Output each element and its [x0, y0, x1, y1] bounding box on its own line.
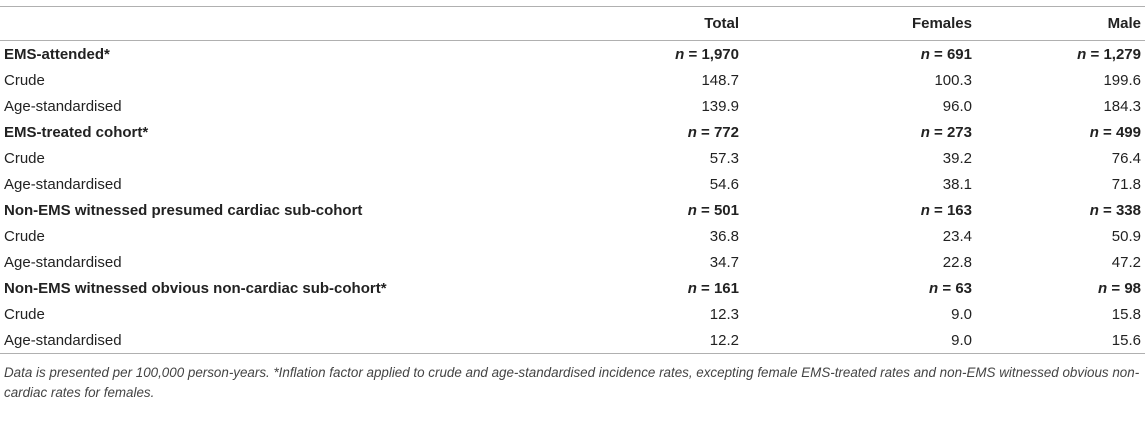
equals-sign: =	[929, 201, 947, 219]
equals-sign: =	[1107, 279, 1125, 297]
cell-total: 54.6	[709, 175, 739, 193]
group-count-total	[510, 41, 743, 68]
n-symbol: n	[1089, 201, 1099, 219]
cell-male: 199.6	[1103, 71, 1141, 89]
count-value: 691	[946, 45, 972, 63]
table-row	[0, 67, 1145, 93]
table-row	[0, 223, 1145, 249]
group-count-females	[743, 197, 976, 223]
count-value: 772	[713, 123, 739, 141]
group-count-male	[976, 41, 1145, 68]
equals-sign: =	[1098, 123, 1116, 141]
cell-male: 50.9	[1111, 227, 1141, 245]
group-count-females	[743, 41, 976, 68]
cell-male: 47.2	[1111, 253, 1141, 271]
cell-male: 71.8	[1111, 175, 1141, 193]
n-symbol: n	[920, 201, 930, 219]
group-count-total	[510, 119, 743, 145]
count-value: 499	[1115, 123, 1141, 141]
equals-sign: =	[938, 279, 956, 297]
cell-total: 34.7	[709, 253, 739, 271]
cell-females: 38.1	[942, 175, 972, 193]
count-value: 161	[713, 279, 739, 297]
equals-sign: =	[684, 45, 702, 63]
equals-sign: =	[696, 201, 714, 219]
cell-females: 9.0	[951, 305, 972, 323]
group-row	[0, 119, 1145, 145]
count-value: 98	[1124, 279, 1141, 297]
group-count-females	[743, 119, 976, 145]
group-row	[0, 275, 1145, 301]
group-count-male	[976, 275, 1145, 301]
table-body	[0, 41, 1145, 354]
cell-label: Age-standardised	[4, 97, 122, 115]
cell-females: 9.0	[743, 327, 976, 354]
equals-sign: =	[1098, 201, 1116, 219]
table-row	[0, 301, 1145, 327]
count-value: 501	[713, 201, 739, 219]
n-symbol: n	[1089, 123, 1099, 141]
group-count-male	[976, 197, 1145, 223]
group-count-total	[510, 197, 743, 223]
equals-sign: =	[696, 279, 714, 297]
cell-label: Age-standardised	[4, 253, 122, 271]
table-row	[0, 327, 1145, 354]
table-header-row	[0, 7, 1145, 41]
count-value: 338	[1115, 201, 1141, 219]
equals-sign: =	[929, 123, 947, 141]
cell-male: 184.3	[1103, 97, 1141, 115]
cell-label: Age-standardised	[4, 175, 122, 193]
equals-sign: =	[929, 45, 947, 63]
cell-label: Age-standardised	[0, 327, 510, 354]
cell-total: 12.2	[510, 327, 743, 354]
group-title: EMS-treated cohort*	[4, 123, 149, 141]
cell-total: 148.7	[701, 71, 739, 89]
count-value: 1,970	[701, 45, 739, 63]
cell-male: 15.8	[1111, 305, 1141, 323]
n-symbol: n	[920, 123, 930, 141]
cell-total: 139.9	[701, 97, 739, 115]
n-symbol: n	[687, 123, 697, 141]
group-count-male	[976, 119, 1145, 145]
cell-label: Crude	[4, 71, 45, 89]
cell-total: 36.8	[709, 227, 739, 245]
count-value: 273	[946, 123, 972, 141]
count-value: 163	[946, 201, 972, 219]
group-title: EMS-attended*	[4, 45, 110, 63]
cell-females: 100.3	[934, 71, 972, 89]
cell-label: Crude	[4, 149, 45, 167]
cell-females: 22.8	[942, 253, 972, 271]
cell-label: Crude	[4, 305, 45, 323]
header-label	[0, 7, 510, 41]
cell-total: 12.3	[709, 305, 739, 323]
group-count-females	[743, 275, 976, 301]
count-value: 63	[955, 279, 972, 297]
header-total: Total	[510, 7, 743, 41]
cell-females: 23.4	[942, 227, 972, 245]
cell-total: 57.3	[709, 149, 739, 167]
n-symbol: n	[675, 45, 685, 63]
n-symbol: n	[1098, 279, 1108, 297]
header-females: Females	[743, 7, 976, 41]
table-row	[0, 249, 1145, 275]
n-symbol: n	[687, 279, 697, 297]
cell-label: Crude	[4, 227, 45, 245]
equals-sign: =	[696, 123, 714, 141]
n-symbol: n	[920, 45, 930, 63]
count-value: 1,279	[1103, 45, 1141, 63]
cell-male: 76.4	[1111, 149, 1141, 167]
incidence-table	[0, 6, 1145, 354]
cell-females: 96.0	[942, 97, 972, 115]
table-row	[0, 171, 1145, 197]
table-row	[0, 145, 1145, 171]
n-symbol: n	[929, 279, 939, 297]
n-symbol: n	[1077, 45, 1087, 63]
group-row	[0, 197, 1145, 223]
n-symbol: n	[687, 201, 697, 219]
group-row	[0, 41, 1145, 68]
table-row	[0, 93, 1145, 119]
equals-sign: =	[1086, 45, 1104, 63]
group-count-total	[510, 275, 743, 301]
cell-male: 15.6	[976, 327, 1145, 354]
table-footnote: Data is presented per 100,000 person-years. *Inflation factor applied to crude and age-standardised incidence rates, excepting female EMS-treated rates and non-EMS witnessed obvious non-cardiac rates for females.	[4, 365, 1140, 400]
cell-females: 39.2	[942, 149, 972, 167]
group-title: Non-EMS witnessed obvious non-cardiac sub-cohort*	[4, 279, 387, 297]
group-title: Non-EMS witnessed presumed cardiac sub-cohort	[4, 201, 363, 219]
header-male: Male	[976, 7, 1145, 41]
